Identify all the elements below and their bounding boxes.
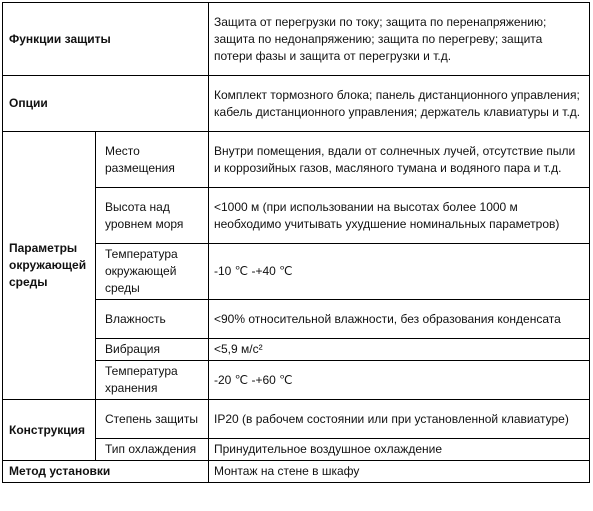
value-placement: Внутри помещения, вдали от солнечных лучей, отсутствие пыли и коррозийных газов, масляного тумана и водяного пара и т.д. xyxy=(209,132,590,188)
label-placement: Место размещения xyxy=(96,132,209,188)
label-cooling-type: Тип охлаждения xyxy=(96,439,209,461)
label-altitude: Высота над уровнем моря xyxy=(96,188,209,244)
label-storage-temperature: Температура хранения xyxy=(96,361,209,400)
category-construction: Конструкция xyxy=(3,400,96,461)
table-row-protection-degree xyxy=(3,400,590,439)
table-row-options xyxy=(3,76,590,132)
label-protection-degree: Степень защиты xyxy=(96,400,209,439)
category-mounting-method: Метод установки xyxy=(3,461,209,483)
value-protection-functions: Защита от перегрузки по току; защита по перенапряжению; защита по недонапряжению; защита по перегреву; защита потери фазы и защита от перегрузки и т.д. xyxy=(209,3,590,76)
value-mounting-method: Монтаж на стене в шкафу xyxy=(209,461,590,483)
value-storage-temperature: -20 ℃ -+60 ℃ xyxy=(209,361,590,400)
value-options: Комплект тормозного блока; панель дистанционного управления; кабель дистанционного управления; держатель клавиатуры и т.д. xyxy=(209,76,590,132)
label-vibration: Вибрация xyxy=(96,339,209,361)
value-cooling-type: Принудительное воздушное охлаждение xyxy=(209,439,590,461)
label-ambient-temperature: Температура окружающей среды xyxy=(96,244,209,300)
category-protection-functions: Функции защиты xyxy=(3,3,209,76)
category-options: Опции xyxy=(3,76,209,132)
table-row-mounting xyxy=(3,461,590,483)
value-protection-degree: IP20 (в рабочем состоянии или при установленной клавиатуре) xyxy=(209,400,590,439)
table-row-protection xyxy=(3,3,590,76)
label-humidity: Влажность xyxy=(96,300,209,339)
value-ambient-temperature: -10 ℃ -+40 ℃ xyxy=(209,244,590,300)
value-vibration: <5,9 м/с² xyxy=(209,339,590,361)
table-row-placement xyxy=(3,132,590,188)
value-humidity: <90% относительной влажности, без образования конденсата xyxy=(209,300,590,339)
value-altitude: <1000 м (при использовании на высотах более 1000 м необходимо учитывать ухудшение номинальных параметров) xyxy=(209,188,590,244)
specifications-table xyxy=(2,2,590,483)
category-environment: Параметры окружающей среды xyxy=(3,132,96,400)
